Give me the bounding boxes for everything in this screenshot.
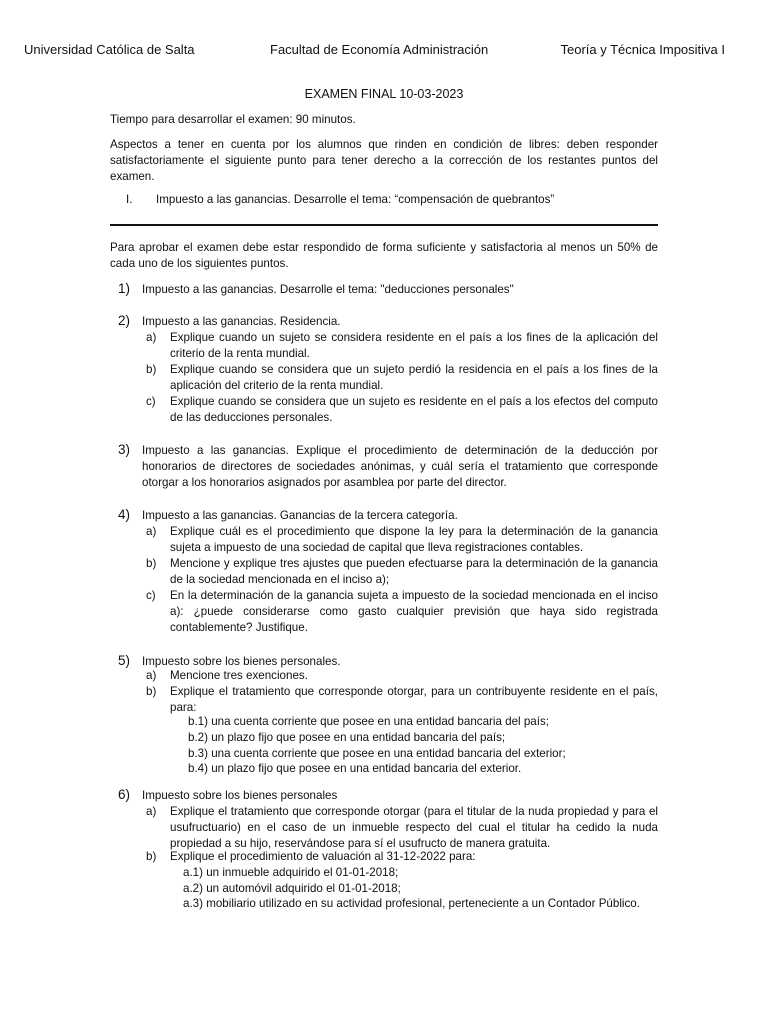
question-6b-item: a.2) un automóvil adquirido el 01-01-2018;	[183, 882, 401, 895]
question-2b-label: b)	[146, 363, 157, 376]
question-4b-label: b)	[146, 557, 157, 570]
question-5a-label: a)	[146, 669, 157, 682]
question-6-number: 6)	[118, 787, 131, 802]
question-2-number: 2)	[118, 313, 131, 328]
section-divider	[110, 224, 658, 226]
question-2a-label: a)	[146, 331, 157, 344]
question-2-text: Impuesto a las ganancias. Residencia.	[142, 315, 341, 328]
question-6b-text: Explique el procedimiento de valuación al 31-12-2022 para:	[170, 850, 476, 863]
question-5-number: 5)	[118, 653, 131, 668]
time-note: Tiempo para desarrollar el examen: 90 minutos.	[110, 113, 356, 126]
roman-item-number: I.	[126, 193, 133, 206]
question-1-text: Impuesto a las ganancias. Desarrolle el tema: "deducciones personales"	[142, 283, 514, 296]
approve-note: Para aprobar el examen debe estar respondido de forma suficiente y satisfactoria al menos un 50% de cada uno de los siguientes puntos.	[110, 241, 658, 270]
question-6b-item: a.3) mobiliario utilizado en su actividad profesional, perteneciente a un Contador Público.	[183, 897, 640, 910]
question-5a-text: Mencione tres exenciones.	[170, 669, 308, 682]
question-2c-text: Explique cuando se considera que un sujeto es residente en el país a los efectos del computo de las deducciones personales.	[170, 395, 658, 424]
question-5b-label: b)	[146, 685, 157, 698]
question-2b-text: Explique cuando se considera que un sujeto perdió la residencia en el país a los fines de la aplicación del criterio de la renta mundial.	[170, 363, 658, 392]
header-subject: Teoría y Técnica Impositiva I	[560, 42, 725, 57]
question-4c-label: c)	[146, 589, 156, 602]
roman-item-text: Impuesto a las ganancias. Desarrolle el tema: “compensación de quebrantos”	[156, 193, 555, 206]
question-6b-item: a.1) un inmueble adquirido el 01-01-2018;	[183, 866, 399, 879]
question-4c-text: En la determinación de la ganancia sujeta a impuesto de la sociedad mencionada en el inciso a): ¿puede considerarse como gasto cualquier previsión que haya sido registrada contablemente? Justifique.	[170, 589, 658, 634]
question-6-text: Impuesto sobre los bienes personales	[142, 789, 338, 802]
question-4-number: 4)	[118, 507, 131, 522]
question-2a-text: Explique cuando un sujeto se considera residente en el país a los fines de la aplicación del criterio de la renta mundial.	[170, 331, 658, 360]
header-university: Universidad Católica de Salta	[24, 42, 195, 57]
question-4-text: Impuesto a las ganancias. Ganancias de la tercera categoría.	[142, 509, 458, 522]
question-5b-text: Explique el tratamiento que corresponde otorgar, para un contribuyente residente en el país, para:	[170, 685, 658, 714]
header-faculty: Facultad de Economía Administración	[270, 42, 489, 57]
question-1-number: 1)	[118, 281, 131, 296]
question-6a-label: a)	[146, 805, 157, 818]
question-6a-text: Explique el tratamiento que corresponde otorgar (para el titular de la nuda propiedad y para el usufructuario) en el caso de un inmueble respecto del cual el titular ha cedido la nuda propiedad a su hijo, reservándose para sí el usufructo de manera gratuita.	[170, 805, 658, 850]
question-5b-item: b.1) una cuenta corriente que posee en una entidad bancaria del país;	[188, 715, 549, 728]
question-5-text: Impuesto sobre los bienes personales.	[142, 655, 341, 668]
question-5b-item: b.3) una cuenta corriente que posee en una entidad bancaria del exterior;	[188, 747, 566, 760]
question-6b-label: b)	[146, 850, 157, 863]
question-4a-label: a)	[146, 525, 157, 538]
question-2c-label: c)	[146, 395, 156, 408]
exam-title: EXAMEN FINAL 10-03-2023	[304, 87, 464, 101]
question-3-number: 3)	[118, 442, 131, 457]
libres-note: Aspectos a tener en cuenta por los alumnos que rinden en condición de libres: deben responder satisfactoriamente el siguiente punto para tener derecho a la corrección de los restantes puntos del examen.	[110, 138, 658, 183]
question-5b-item: b.4) un plazo fijo que posee en una entidad bancaria del exterior.	[188, 762, 522, 775]
question-4a-text: Explique cuál es el procedimiento que dispone la ley para la determinación de la ganancia sujeta a impuesto de una sociedad de capital que lleva registraciones contables.	[170, 525, 658, 554]
question-5b-item: b.2) un plazo fijo que posee en una entidad bancaria del país;	[188, 731, 506, 744]
question-3-text: Impuesto a las ganancias. Explique el procedimiento de determinación de la deducción por honorarios de directores de sociedades anónimas, y cuál sería el tratamiento que corresponde otorgar a los honorarios asignados por asamblea por parte del director.	[142, 444, 658, 489]
question-4b-text: Mencione y explique tres ajustes que pueden efectuarse para la determinación de la ganancia de la sociedad mencionada en el inciso a);	[170, 557, 658, 586]
